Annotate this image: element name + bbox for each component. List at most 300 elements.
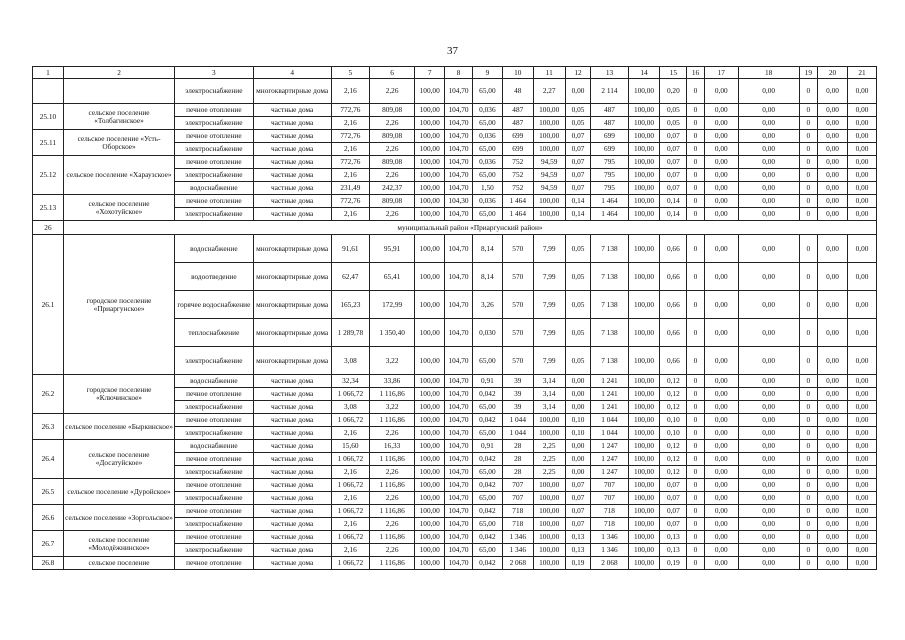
table-cell: 0,00 xyxy=(847,466,876,479)
table-cell: 707 xyxy=(591,479,628,492)
table-cell: 0 xyxy=(687,557,705,570)
table-cell: 28 xyxy=(502,453,533,466)
table-cell: водоснабжение xyxy=(175,440,253,453)
table-cell: 0,00 xyxy=(565,401,591,414)
table-cell: 0,07 xyxy=(660,492,687,505)
table-cell: 100,00 xyxy=(415,440,445,453)
table-cell: 0,00 xyxy=(704,388,738,401)
table-cell: 100,00 xyxy=(628,235,660,263)
table-cell: 104,70 xyxy=(445,479,473,492)
table-cell: частные дома xyxy=(253,440,331,453)
table-cell: 2,26 xyxy=(369,427,414,440)
table-cell: 0,00 xyxy=(738,518,799,531)
table-cell: частные дома xyxy=(253,479,331,492)
table-cell: 0,00 xyxy=(847,375,876,388)
table-cell: 718 xyxy=(591,505,628,518)
table-cell: 0,00 xyxy=(704,104,738,117)
table-cell: 0,00 xyxy=(704,401,738,414)
table-cell: 0 xyxy=(687,427,705,440)
table-cell: 795 xyxy=(591,182,628,195)
table-cell: 0,13 xyxy=(565,544,591,557)
table-cell: 62,47 xyxy=(331,263,369,291)
table-cell: 0,00 xyxy=(704,117,738,130)
table-cell: 0 xyxy=(687,235,705,263)
table-row xyxy=(33,557,877,570)
table-cell: 0 xyxy=(687,347,705,375)
table-cell: 0,05 xyxy=(565,104,591,117)
table-cell: 100,00 xyxy=(628,544,660,557)
table-cell: 1 464 xyxy=(502,195,533,208)
table-cell: 104,70 xyxy=(445,388,473,401)
table-cell: 0,10 xyxy=(660,414,687,427)
table-cell: 100,00 xyxy=(415,466,445,479)
table-cell: частные дома xyxy=(253,492,331,505)
table-cell: многоквартирные дома xyxy=(253,235,331,263)
table-cell: 570 xyxy=(502,263,533,291)
column-number-cell: 2 xyxy=(63,67,174,79)
table-cell: 104,70 xyxy=(445,347,473,375)
table-cell: 100,00 xyxy=(628,319,660,347)
table-cell: 0,00 xyxy=(738,195,799,208)
table-cell: 0,00 xyxy=(704,544,738,557)
table-cell: 0,00 xyxy=(704,347,738,375)
column-number-cell: 3 xyxy=(175,67,253,79)
table-cell: 65,00 xyxy=(472,492,502,505)
table-cell: 100,00 xyxy=(533,130,565,143)
table-cell: 0 xyxy=(687,195,705,208)
table-cell: 100,00 xyxy=(628,104,660,117)
table-cell: 2,27 xyxy=(533,79,565,104)
table-cell: 0 xyxy=(799,169,818,182)
table-cell: 16,33 xyxy=(369,440,414,453)
table-cell: 104,70 xyxy=(445,104,473,117)
table-cell: 0 xyxy=(799,375,818,388)
table-cell: 699 xyxy=(502,143,533,156)
table-cell: 0,00 xyxy=(847,505,876,518)
table-cell: 104,70 xyxy=(445,117,473,130)
table-cell: частные дома xyxy=(253,518,331,531)
table-cell: 0 xyxy=(687,130,705,143)
table-cell: 2,26 xyxy=(369,466,414,479)
table-cell: 0,07 xyxy=(660,143,687,156)
table-cell: 3,14 xyxy=(533,401,565,414)
table-cell: 0,00 xyxy=(847,263,876,291)
table-cell: 0,00 xyxy=(738,479,799,492)
table-cell: 26.6 xyxy=(33,505,64,531)
table-cell: 100,00 xyxy=(628,505,660,518)
table-cell: 100,00 xyxy=(415,427,445,440)
table-cell: 0,00 xyxy=(818,130,848,143)
table-cell: 104,70 xyxy=(445,505,473,518)
table-cell: 0,00 xyxy=(704,208,738,221)
table-cell: 100,00 xyxy=(415,518,445,531)
table-cell: 0,00 xyxy=(704,518,738,531)
table-cell: 0,00 xyxy=(738,235,799,263)
table-cell: 0,91 xyxy=(472,440,502,453)
table-cell: 1 066,72 xyxy=(331,388,369,401)
table-cell: 0,00 xyxy=(847,195,876,208)
column-number-cell: 5 xyxy=(331,67,369,79)
table-cell: 39 xyxy=(502,375,533,388)
table-cell: 0,00 xyxy=(818,169,848,182)
table-cell: 0,00 xyxy=(818,544,848,557)
table-cell: 570 xyxy=(502,235,533,263)
table-row xyxy=(33,505,877,518)
table-cell: водоснабжение xyxy=(175,375,253,388)
table-cell: 699 xyxy=(591,130,628,143)
table-cell: 2,16 xyxy=(331,79,369,104)
table-cell: 100,00 xyxy=(628,453,660,466)
table-cell: 0,00 xyxy=(818,263,848,291)
table-cell: 0,00 xyxy=(818,208,848,221)
table-cell: 231,49 xyxy=(331,182,369,195)
table-cell: 0,00 xyxy=(565,79,591,104)
table-cell: 94,59 xyxy=(533,156,565,169)
table-cell: 0,00 xyxy=(818,531,848,544)
table-cell: 0,00 xyxy=(738,401,799,414)
table-cell: 100,00 xyxy=(628,492,660,505)
table-cell: 104,70 xyxy=(445,427,473,440)
table-cell: частные дома xyxy=(253,557,331,570)
table-cell: 0,00 xyxy=(818,492,848,505)
table-cell: 1 116,86 xyxy=(369,453,414,466)
table-cell: 0 xyxy=(799,388,818,401)
table-cell xyxy=(33,79,64,104)
table-cell: 104,70 xyxy=(445,208,473,221)
table-cell: 2,26 xyxy=(369,79,414,104)
table-cell: 2,16 xyxy=(331,143,369,156)
table-cell: 1,50 xyxy=(472,182,502,195)
table-cell: 65,00 xyxy=(472,518,502,531)
table-cell: 7 138 xyxy=(591,235,628,263)
table-cell: 0 xyxy=(799,466,818,479)
table-cell: 0 xyxy=(799,518,818,531)
table-cell: печное отопление xyxy=(175,479,253,492)
table-cell: печное отопление xyxy=(175,388,253,401)
table-cell: 795 xyxy=(591,169,628,182)
table-cell: 100,00 xyxy=(628,143,660,156)
column-number-cell: 12 xyxy=(565,67,591,79)
table-cell: 26.8 xyxy=(33,557,64,570)
table-cell: 100,00 xyxy=(628,169,660,182)
table-cell: частные дома xyxy=(253,375,331,388)
column-number-cell: 14 xyxy=(628,67,660,79)
table-cell: 0 xyxy=(687,414,705,427)
table-cell: 0,07 xyxy=(565,505,591,518)
table-cell: электроснабжение xyxy=(175,143,253,156)
table-cell: 0,00 xyxy=(704,156,738,169)
table-cell: 0 xyxy=(799,291,818,319)
table-cell: 2,26 xyxy=(369,169,414,182)
table-cell: 100,00 xyxy=(628,195,660,208)
table-cell: 0 xyxy=(799,235,818,263)
table-cell: 100,00 xyxy=(628,291,660,319)
table-cell: водоотведение xyxy=(175,263,253,291)
table-cell: 0,00 xyxy=(704,466,738,479)
table-cell: 0 xyxy=(799,208,818,221)
table-cell: 104,70 xyxy=(445,518,473,531)
table-cell: 2 068 xyxy=(591,557,628,570)
table-cell: сельское поселение «Дуройское» xyxy=(63,479,174,505)
table-row xyxy=(33,79,877,104)
table-cell: 104,70 xyxy=(445,235,473,263)
table-cell: 3,08 xyxy=(331,401,369,414)
table-cell: частные дома xyxy=(253,208,331,221)
table-cell: 2,16 xyxy=(331,117,369,130)
table-cell: 7 138 xyxy=(591,263,628,291)
table-cell: 0,00 xyxy=(818,557,848,570)
table-cell: 0,00 xyxy=(847,557,876,570)
table-cell: частные дома xyxy=(253,453,331,466)
table-cell: 0,00 xyxy=(818,291,848,319)
table-cell: 100,00 xyxy=(415,195,445,208)
table-cell: 0,00 xyxy=(704,263,738,291)
table-cell: сельское поселение «Быркинское» xyxy=(63,414,174,440)
table-cell: 104,70 xyxy=(445,453,473,466)
table-cell: 65,00 xyxy=(472,79,502,104)
table-cell: 809,08 xyxy=(369,156,414,169)
table-cell: 28 xyxy=(502,466,533,479)
table-cell: 3,26 xyxy=(472,291,502,319)
table-cell: 0,14 xyxy=(660,195,687,208)
table-cell: 1 241 xyxy=(591,401,628,414)
table-cell: 0,00 xyxy=(847,388,876,401)
table-cell: 7 138 xyxy=(591,291,628,319)
table-cell: 100,00 xyxy=(628,388,660,401)
column-number-cell: 4 xyxy=(253,67,331,79)
table-cell: 707 xyxy=(502,479,533,492)
table-cell: 2,26 xyxy=(369,117,414,130)
table-cell: 0,00 xyxy=(704,453,738,466)
table-cell: 0,66 xyxy=(660,263,687,291)
table-cell: 100,00 xyxy=(415,375,445,388)
table-cell: 0,00 xyxy=(738,130,799,143)
table-cell: 100,00 xyxy=(533,414,565,427)
table-cell: 718 xyxy=(502,518,533,531)
table-cell: 0,05 xyxy=(565,235,591,263)
district-band-row xyxy=(33,221,877,235)
table-cell: 1 346 xyxy=(502,531,533,544)
table-cell: 752 xyxy=(502,156,533,169)
table-cell: 0 xyxy=(687,440,705,453)
table-cell: 25.10 xyxy=(33,104,64,130)
table-cell: 1 464 xyxy=(502,208,533,221)
table-cell: 0,00 xyxy=(565,466,591,479)
table-cell: 104,70 xyxy=(445,544,473,557)
table-cell: 32,34 xyxy=(331,375,369,388)
table-cell: 0,07 xyxy=(660,505,687,518)
table-cell: 699 xyxy=(591,143,628,156)
table-cell: 0,00 xyxy=(704,492,738,505)
table-cell: 0,07 xyxy=(660,518,687,531)
table-cell: 0,00 xyxy=(738,375,799,388)
table-cell: 0 xyxy=(799,453,818,466)
table-cell: 0,042 xyxy=(472,479,502,492)
table-cell: 0,00 xyxy=(704,235,738,263)
table-cell: 0,00 xyxy=(704,440,738,453)
column-number-cell: 7 xyxy=(415,67,445,79)
table-cell: 0,00 xyxy=(704,427,738,440)
table-cell: 1 066,72 xyxy=(331,453,369,466)
table-cell: многоквартирные дома xyxy=(253,79,331,104)
table-cell: 7,99 xyxy=(533,347,565,375)
table-row xyxy=(33,531,877,544)
table-cell: 0 xyxy=(687,79,705,104)
table-cell: 0,66 xyxy=(660,319,687,347)
table-cell: 100,00 xyxy=(415,388,445,401)
table-cell: 2,25 xyxy=(533,440,565,453)
table-cell: 7 138 xyxy=(591,319,628,347)
table-cell: 94,59 xyxy=(533,182,565,195)
table-cell: 1 066,72 xyxy=(331,479,369,492)
table-cell: 0,036 xyxy=(472,130,502,143)
table-cell: 0,00 xyxy=(738,79,799,104)
table-cell: 809,08 xyxy=(369,195,414,208)
table-cell: 0,07 xyxy=(660,182,687,195)
table-cell: 0,00 xyxy=(847,130,876,143)
table-cell: 0,14 xyxy=(660,208,687,221)
table-cell: 0,05 xyxy=(660,117,687,130)
table-cell: 100,00 xyxy=(628,518,660,531)
table-cell: 65,00 xyxy=(472,208,502,221)
table-cell: 0 xyxy=(687,531,705,544)
table-cell: 0,12 xyxy=(660,375,687,388)
table-cell: 8,14 xyxy=(472,235,502,263)
table-cell: 0,14 xyxy=(565,208,591,221)
table-cell: 0,07 xyxy=(565,518,591,531)
table-cell: 0 xyxy=(687,375,705,388)
table-cell: 0,00 xyxy=(818,104,848,117)
table-cell: 0,00 xyxy=(818,466,848,479)
column-number-cell: 1 xyxy=(33,67,64,79)
table-cell: печное отопление xyxy=(175,453,253,466)
table-cell: 0 xyxy=(687,544,705,557)
table-cell: 100,00 xyxy=(533,427,565,440)
table-cell: 104,70 xyxy=(445,414,473,427)
table-row xyxy=(33,414,877,427)
table-cell: 25.11 xyxy=(33,130,64,156)
table-cell: 0,00 xyxy=(847,492,876,505)
table-cell: 0,00 xyxy=(704,557,738,570)
table-cell: 0,05 xyxy=(565,319,591,347)
table-cell: 100,00 xyxy=(415,531,445,544)
table-cell: 2,16 xyxy=(331,169,369,182)
table-cell: 104,70 xyxy=(445,79,473,104)
table-cell: 104,70 xyxy=(445,182,473,195)
table-cell: 100,00 xyxy=(533,117,565,130)
table-cell: 0,00 xyxy=(565,388,591,401)
table-cell: 104,70 xyxy=(445,130,473,143)
table-cell: электроснабжение xyxy=(175,466,253,479)
table-cell: 0,00 xyxy=(818,79,848,104)
table-cell: 25.13 xyxy=(33,195,64,221)
table-cell: 100,00 xyxy=(628,79,660,104)
table-cell: 104,70 xyxy=(445,492,473,505)
table-cell: 26.1 xyxy=(33,235,64,375)
table-cell: печное отопление xyxy=(175,531,253,544)
table-cell: 0,12 xyxy=(660,388,687,401)
table-cell: 2,26 xyxy=(369,544,414,557)
table-cell: 100,00 xyxy=(533,208,565,221)
table-cell: 48 xyxy=(502,79,533,104)
table-cell: 0 xyxy=(799,104,818,117)
table-cell: 1 350,40 xyxy=(369,319,414,347)
table-cell: 0,00 xyxy=(738,453,799,466)
table-cell: 65,00 xyxy=(472,169,502,182)
table-cell: 0,036 xyxy=(472,104,502,117)
table-cell: частные дома xyxy=(253,117,331,130)
table-cell: 65,00 xyxy=(472,544,502,557)
table-cell: частные дома xyxy=(253,414,331,427)
page-number: 37 xyxy=(447,45,458,57)
table-cell: 0,00 xyxy=(847,104,876,117)
table-cell: 0,12 xyxy=(660,466,687,479)
table-cell: 0,07 xyxy=(565,479,591,492)
table-cell: 487 xyxy=(591,117,628,130)
table-cell: городское поселение «Приаргунское» xyxy=(63,235,174,375)
table-cell: 0 xyxy=(687,169,705,182)
table-cell: 3,14 xyxy=(533,375,565,388)
table-cell: 3,08 xyxy=(331,347,369,375)
table-cell: 0,00 xyxy=(847,156,876,169)
table-cell: 809,08 xyxy=(369,130,414,143)
table-cell: 0,00 xyxy=(847,347,876,375)
table-cell: 1 116,86 xyxy=(369,557,414,570)
table-cell: 100,00 xyxy=(415,347,445,375)
table-cell: 100,00 xyxy=(628,479,660,492)
table-cell: 65,00 xyxy=(472,427,502,440)
table-cell: 0,12 xyxy=(660,440,687,453)
table-cell: 0 xyxy=(687,453,705,466)
table-cell: 100,00 xyxy=(533,143,565,156)
table-cell: 100,00 xyxy=(415,208,445,221)
table-cell: 104,70 xyxy=(445,169,473,182)
table-cell: 718 xyxy=(591,518,628,531)
table-cell: печное отопление xyxy=(175,505,253,518)
table-cell: 0,00 xyxy=(565,440,591,453)
table-cell: 0,00 xyxy=(818,319,848,347)
table-cell: 0 xyxy=(687,143,705,156)
table-cell: 0 xyxy=(799,263,818,291)
table-cell: 1 066,72 xyxy=(331,531,369,544)
table-cell: 0,00 xyxy=(704,505,738,518)
table-cell: 104,70 xyxy=(445,440,473,453)
table-cell: 39 xyxy=(502,388,533,401)
table-cell: 0,00 xyxy=(738,169,799,182)
table-cell: 1 241 xyxy=(591,375,628,388)
table-cell: 0,00 xyxy=(847,208,876,221)
table-cell: 1 247 xyxy=(591,466,628,479)
table-cell: 0,07 xyxy=(660,130,687,143)
table-cell: 104,70 xyxy=(445,557,473,570)
table-cell: 0,00 xyxy=(738,208,799,221)
table-cell: 100,00 xyxy=(415,182,445,195)
table-row xyxy=(33,375,877,388)
table-cell: 1 044 xyxy=(591,414,628,427)
table-cell: 0,00 xyxy=(818,401,848,414)
table-cell: 7,99 xyxy=(533,235,565,263)
table-cell: 2,25 xyxy=(533,453,565,466)
table-cell: 0 xyxy=(799,182,818,195)
table-cell: 100,00 xyxy=(628,440,660,453)
table-cell: 100,00 xyxy=(415,117,445,130)
table-cell: 2 114 xyxy=(591,79,628,104)
table-cell: 165,23 xyxy=(331,291,369,319)
table-cell: 100,00 xyxy=(628,156,660,169)
table-row xyxy=(33,440,877,453)
table-cell: 0,00 xyxy=(818,195,848,208)
table-cell: 100,00 xyxy=(628,466,660,479)
